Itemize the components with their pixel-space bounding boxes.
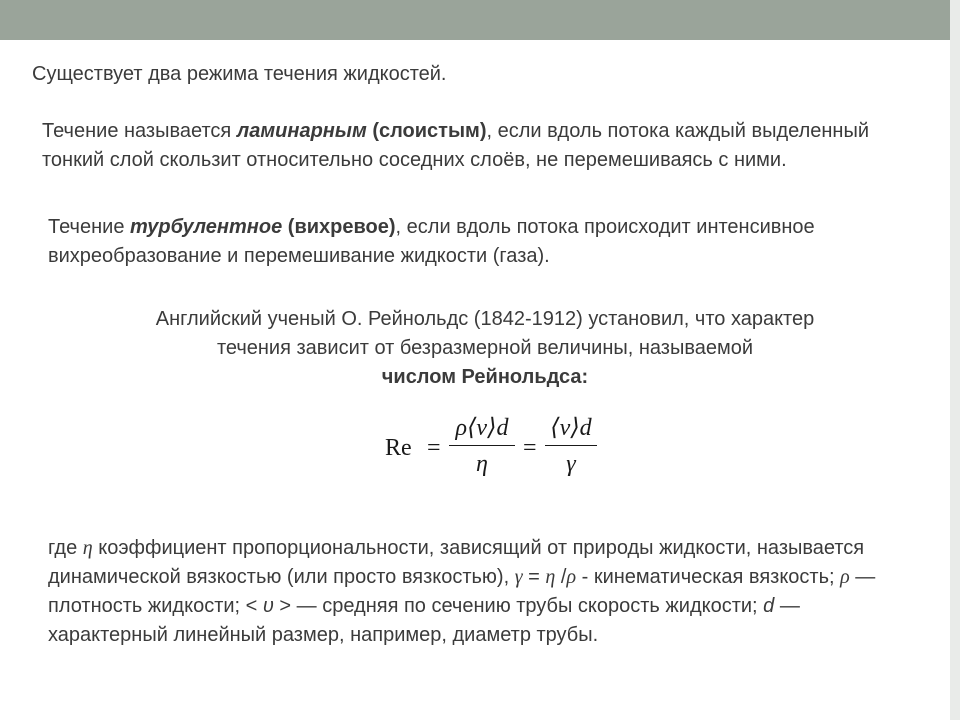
formula-lhs: Re	[385, 435, 412, 461]
eta-symbol-2: η	[545, 566, 556, 588]
turbulent-pre: Течение	[48, 216, 130, 238]
def-p5: - кинематическая вязкость;	[576, 566, 841, 588]
fraction-2-bar	[545, 445, 597, 446]
reynolds-formula	[385, 413, 615, 483]
def-p4: /	[555, 566, 567, 588]
formula-equals-2: =	[523, 435, 537, 461]
def-p8: — характерный линейный размер, например, диаметр трубы.	[48, 595, 800, 646]
eta-symbol: η	[82, 537, 93, 559]
fraction-2-denominator: γ	[566, 451, 576, 477]
def-p3: =	[522, 566, 546, 588]
formula-fraction-2	[545, 413, 597, 478]
reynolds-line-1: Английский ученый О. Рейнольдс (1842-1912) установил, что характер	[155, 308, 815, 330]
v-symbol: υ	[262, 595, 274, 617]
turbulent-term: турбулентное	[130, 216, 283, 238]
turbulent-post: , если вдоль потока происходит интенсивное вихреобразование и перемешивание жидкости (газа).	[48, 216, 815, 267]
laminar-paragraph	[42, 117, 892, 175]
rho-symbol-2: ρ	[840, 566, 850, 588]
laminar-pre: Течение называется	[42, 120, 237, 142]
turbulent-paragraph	[48, 213, 838, 271]
fraction-1-numerator: ρ⟨v⟩d	[455, 415, 509, 441]
def-p6: — плотность жидкости; <	[48, 566, 876, 617]
fraction-1-denominator: η	[476, 451, 488, 477]
formula-fraction-1	[449, 413, 515, 478]
definitions-paragraph	[48, 534, 898, 650]
def-p2: коэффициент пропорциональности, зависящий от природы жидкости, называется динамической вязкостью (или просто вязкостью),	[48, 537, 865, 588]
intro-text: Существует два режима течения жидкостей.	[32, 63, 447, 85]
slide-right-edge	[950, 0, 960, 720]
def-p1: где	[48, 537, 83, 559]
formula-equals-1: =	[427, 435, 441, 461]
def-p7: > — средняя по сечению трубы скорость жидкости;	[273, 595, 764, 617]
fraction-1-bar	[449, 445, 515, 446]
d-symbol: d	[763, 595, 775, 617]
reynolds-paragraph	[60, 305, 910, 392]
laminar-term: ламинарным	[236, 120, 367, 142]
gamma-symbol: γ	[514, 566, 523, 588]
rho-symbol: ρ	[566, 566, 577, 588]
laminar-post: , если вдоль потока каждый выделенный тонкий слой скользит относительно соседних слоёв, не перемешиваясь с ними.	[42, 120, 870, 171]
reynolds-line-2: течения зависит от безразмерной величины, называемой	[216, 337, 754, 359]
reynolds-line-3: числом Рейнольдса:	[381, 366, 589, 388]
turbulent-alt-term: (вихревое)	[287, 216, 396, 238]
slide-header-bar	[0, 0, 960, 40]
fraction-2-numerator: ⟨v⟩d	[550, 415, 592, 441]
laminar-alt-term: (слоистым)	[372, 120, 487, 142]
